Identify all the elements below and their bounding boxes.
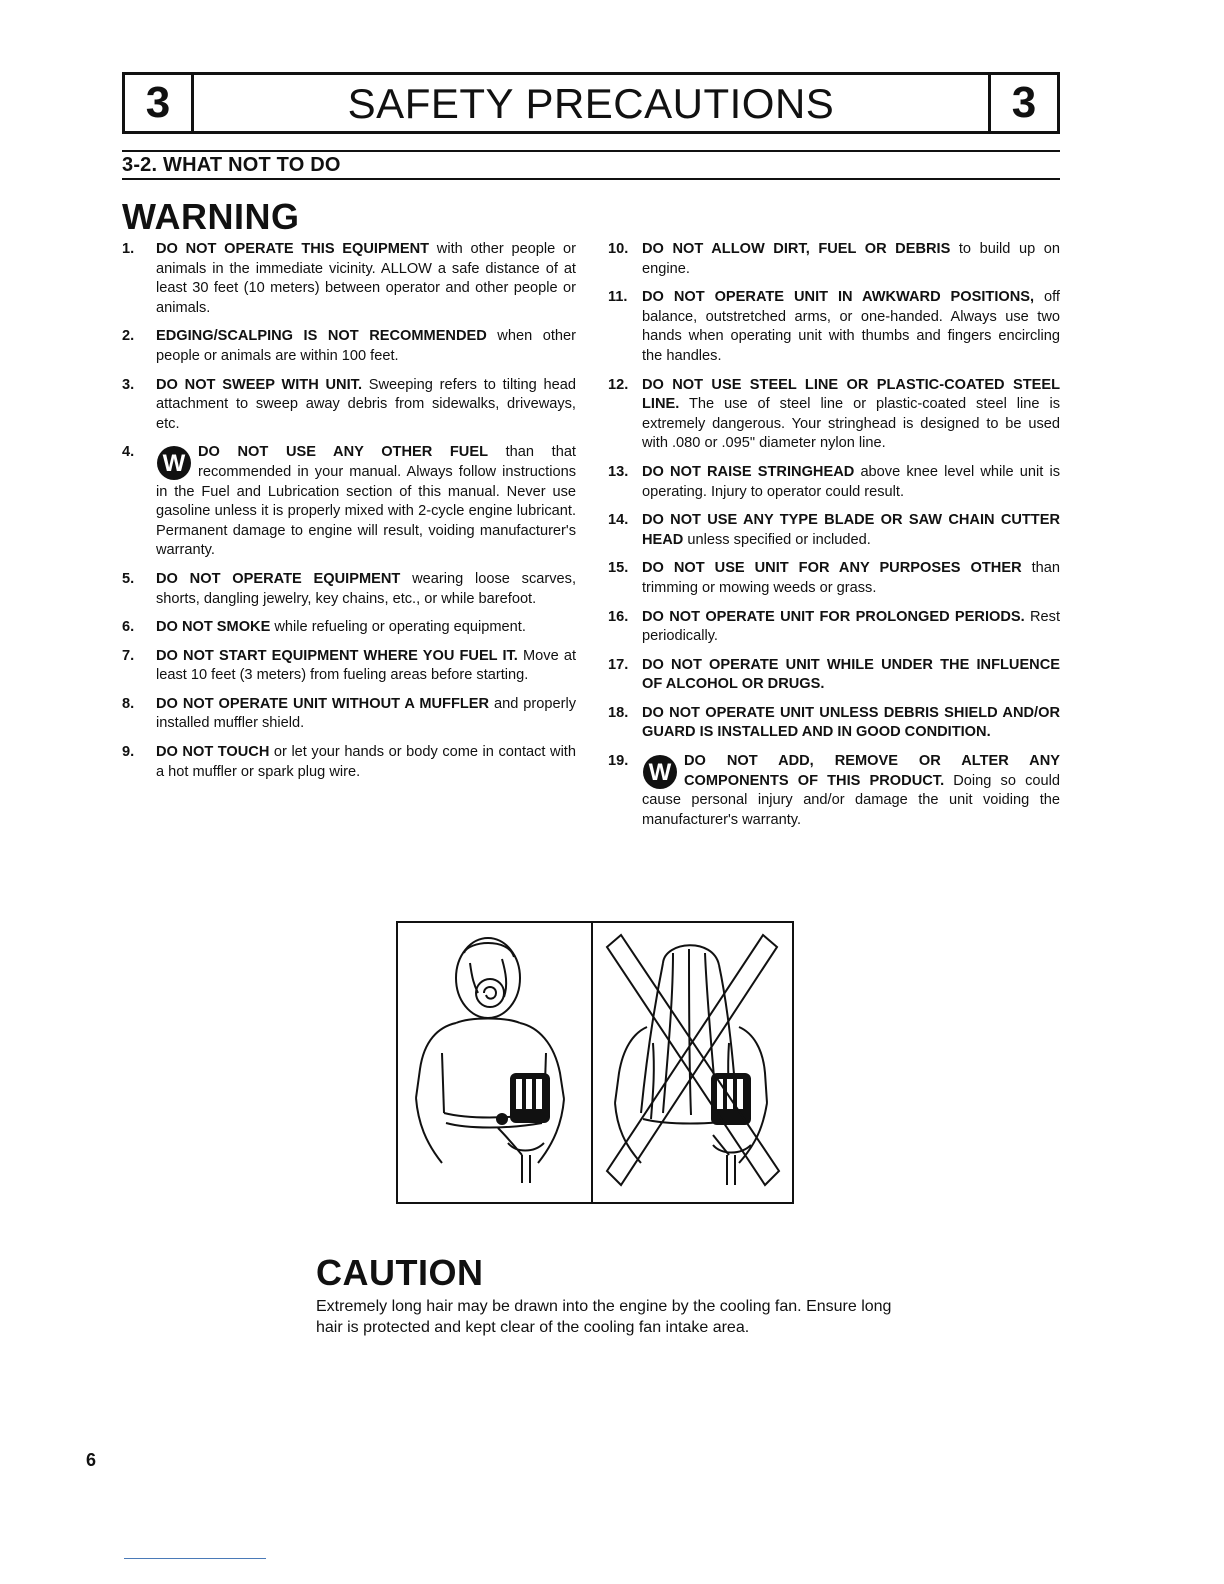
warning-item (608, 656, 1060, 695)
warranty-w-icon (642, 754, 678, 790)
tied-hair-figure-icon (398, 923, 590, 1202)
footer-line (124, 1558, 266, 1559)
warning-item (608, 704, 1060, 743)
item-lead: DO NOT OPERATE EQUIPMENT (156, 570, 401, 587)
item-text: when other people or animals are within 100 feet. (156, 328, 576, 364)
item-text: Rest periodically. (642, 608, 1061, 645)
item-number: 7. (122, 647, 135, 664)
item-lead: DO NOT OPERATE UNIT FOR PROLONGED PERIODS. (642, 608, 1025, 625)
item-number: 12. (608, 376, 629, 393)
warning-item (608, 752, 1060, 830)
warning-item (608, 376, 1060, 454)
warning-item (608, 240, 1060, 279)
item-number: 10. (608, 241, 629, 257)
item-lead: DO NOT SMOKE (156, 619, 271, 636)
item-lead: DO NOT RAISE STRINGHEAD (642, 463, 855, 480)
warning-item (122, 618, 576, 638)
warning-item (122, 376, 576, 435)
warning-item (608, 511, 1060, 550)
section-header (122, 72, 1060, 134)
item-text: with other people or animals in the immediate vicinity. ALLOW a safe distance of at least 30 feet (10 meters) between operator and other people or animals. (156, 241, 576, 316)
item-lead: DO NOT USE STEEL LINE OR PLASTIC-COATED STEEL LINE. (642, 376, 1060, 413)
section-number-right: 3 (988, 75, 1057, 131)
loose-hair-figure-icon (593, 923, 792, 1202)
item-text: Doing so could cause personal injury and/or damage the unit voiding the manufacturer's warranty. (642, 772, 1060, 828)
item-number: 4. (122, 444, 135, 461)
svg-text:W: W (162, 450, 186, 478)
section-title: SAFETY PRECAUTIONS (347, 80, 835, 127)
subsection-title: 3-2. WHAT NOT TO DO (122, 154, 341, 176)
item-lead: DO NOT USE UNIT FOR ANY PURPOSES OTHER (642, 560, 1022, 577)
item-lead: EDGING/SCALPING IS NOT RECOMMENDED (156, 328, 487, 345)
item-text: than trimming or mowing weeds or grass. (642, 560, 1060, 596)
item-number: 2. (122, 328, 135, 345)
item-number: 15. (608, 560, 629, 577)
item-number: 14. (608, 512, 629, 529)
warning-item (122, 443, 576, 561)
item-text: while refueling or operating equipment. (270, 619, 526, 636)
item-text: The use of steel line or plastic-coated steel line is extremely dangerous. Your stringhead is designed to be used with .080 or .095" diameter nylon line. (642, 396, 1060, 452)
item-text: Sweeping refers to tilting head attachment to sweep away debris from sidewalks, driveways, etc. (156, 376, 576, 432)
warning-item (122, 743, 576, 782)
item-lead: DO NOT OPERATE UNIT IN AWKWARD POSITIONS, (642, 289, 1035, 306)
item-text: above knee level while unit is operating. Injury to operator could result. (642, 463, 1061, 500)
warning-item (608, 559, 1060, 598)
item-number: 13. (608, 463, 629, 480)
item-number: 1. (122, 241, 135, 257)
item-text: than that recommended in your manual. Always follow instructions in the Fuel and Lubrication section of this manual. Never use gasoline unless it is properly mixed with 2-cycle engine lubricant. Permanent damage to engine will result, voiding manufacturer's warranty. (156, 444, 576, 559)
item-text: Move at least 10 feet (3 meters) from fueling areas before starting. (156, 647, 576, 684)
warning-item (122, 695, 576, 734)
divider-bottom (122, 178, 1060, 180)
warning-item (122, 647, 576, 686)
item-text: or let your hands or body come in contact with a hot muffler or spark plug wire. (156, 744, 576, 780)
item-number: 5. (122, 570, 135, 587)
warranty-w-icon (156, 445, 192, 481)
item-lead: DO NOT OPERATE UNIT WITHOUT A MUFFLER (156, 695, 490, 712)
svg-text:W: W (648, 759, 672, 787)
warning-item (122, 240, 576, 318)
warning-item (608, 463, 1060, 502)
caution-heading: CAUTION (316, 1252, 484, 1293)
warning-item (608, 288, 1060, 366)
item-text: and properly installed muffler shield. (156, 695, 576, 732)
item-lead: DO NOT ALLOW DIRT, FUEL OR DEBRIS (642, 241, 951, 257)
item-number: 11. (608, 289, 628, 306)
warning-list-left (122, 240, 576, 791)
item-number: 8. (122, 695, 135, 712)
item-number: 9. (122, 744, 135, 761)
item-lead: DO NOT SWEEP WITH UNIT. (156, 376, 363, 393)
item-lead: DO NOT OPERATE UNIT UNLESS DEBRIS SHIELD AND/OR GUARD IS INSTALLED AND IN GOOD CONDITION. (642, 704, 1060, 741)
item-lead: DO NOT USE ANY OTHER FUEL (198, 444, 488, 461)
item-text: unless specified or included. (683, 531, 871, 548)
item-number: 6. (122, 619, 135, 636)
warning-list-right (608, 240, 1060, 839)
item-lead: DO NOT OPERATE THIS EQUIPMENT (156, 241, 430, 257)
warning-item (122, 327, 576, 366)
warning-item (122, 570, 576, 609)
section-number-left: 3 (125, 75, 194, 131)
item-number: 3. (122, 376, 135, 393)
item-lead: DO NOT ADD, REMOVE OR ALTER ANY COMPONENTS OF THIS PRODUCT. (684, 753, 1060, 789)
item-lead: DO NOT START EQUIPMENT WHERE YOU FUEL IT. (156, 647, 518, 664)
item-number: 16. (608, 608, 629, 625)
item-text: wearing loose scarves, shorts, dangling jewelry, key chains, etc., or while barefoot. (156, 570, 576, 607)
warning-heading: WARNING (122, 196, 300, 237)
warning-item (608, 608, 1060, 647)
item-text: to build up on engine. (642, 241, 1060, 277)
hair-safety-illustration (396, 921, 794, 1204)
item-number: 17. (608, 656, 629, 673)
caution-text: Extremely long hair may be drawn into the engine by the cooling fan. Ensure long hair is protected and kept clear of the cooling fan intake area. (316, 1298, 892, 1336)
item-number: 19. (608, 753, 629, 770)
page-number: 6 (86, 1450, 97, 1470)
item-lead: DO NOT USE ANY TYPE BLADE OR SAW CHAIN CUTTER HEAD (642, 512, 1060, 548)
divider-top (122, 150, 1060, 152)
item-text: off balance, outstretched arms, or one-handed. Always use two hands when operating unit with thumbs and fingers encircling the handles. (642, 289, 1060, 364)
item-lead: DO NOT OPERATE UNIT WHILE UNDER THE INFLUENCE OF ALCOHOL OR DRUGS. (642, 656, 1060, 693)
item-lead: DO NOT TOUCH (156, 744, 270, 761)
item-number: 18. (608, 704, 629, 721)
